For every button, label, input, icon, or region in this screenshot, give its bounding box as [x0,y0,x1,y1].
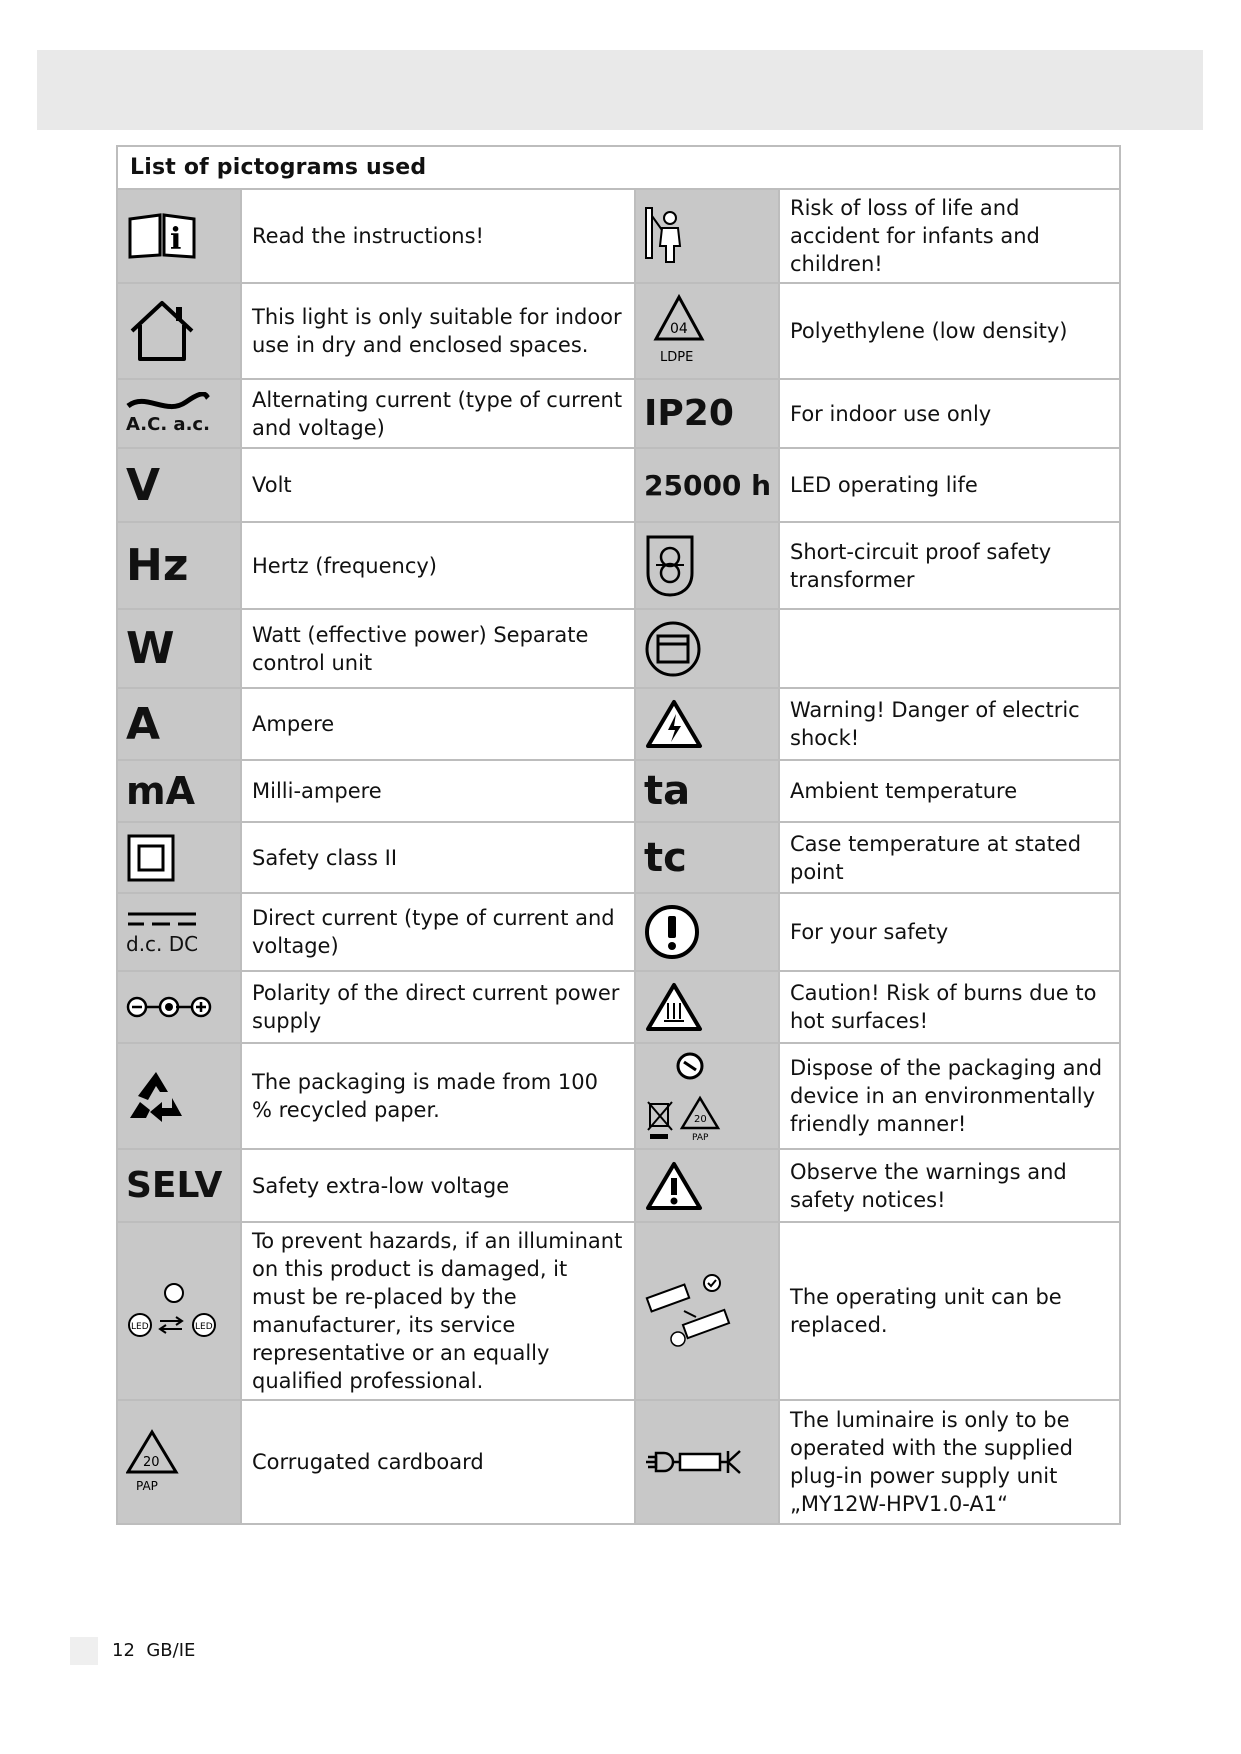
case-temperature-label: tc [644,834,687,881]
header-band [37,50,1203,130]
pictogram-table [116,145,1121,1525]
table-row [117,189,1120,283]
ac-symbol-label: A.C. a.c. [126,414,210,435]
table-row [117,379,1120,448]
footer-marker [70,1637,98,1665]
polarity-icon [117,971,241,1043]
volt-symbol: V [126,459,161,511]
led-label: LED [131,1322,149,1332]
milliampere-icon [117,760,241,822]
recycle-label: LDPE [660,350,694,365]
recycle-label: PAP [692,1133,709,1142]
pictogram-description: The operating unit can be replaced. [779,1222,1120,1400]
dispose-environment-icon [635,1043,779,1149]
recycle-number: 20 [143,1455,160,1470]
svg-text:i: i [170,222,182,257]
pictogram-description: The packaging is made from 100 % recycled paper. [241,1043,635,1149]
table-row [117,1043,1120,1149]
watt-symbol: W [126,623,175,674]
dc-symbol-label: d.c. DC [126,932,199,956]
safety-exclamation-icon [635,893,779,971]
direct-current-icon [117,893,241,971]
milliampere-symbol: mA [126,769,196,813]
pictogram-description: Safety extra-low voltage [241,1149,635,1222]
table-row [117,283,1120,379]
pictogram-description: Milli-ampere [241,760,635,822]
pictogram-description: Risk of loss of life and accident for infants and children! [779,189,1120,283]
pictogram-description: LED operating life [779,448,1120,522]
table-row [117,522,1120,609]
plug-in-power-supply-icon [635,1400,779,1524]
operating-life-label: 25000 h [644,468,772,502]
pictogram-description: Case temperature at stated point [779,822,1120,893]
page-language: GB/IE [146,1640,196,1661]
child-danger-icon [635,189,779,283]
hertz-icon [117,522,241,609]
pictogram-description [779,609,1120,688]
pictogram-description: Volt [241,448,635,522]
selv-icon [117,1149,241,1222]
pictogram-description: Short-circuit proof safety transformer [779,522,1120,609]
pictogram-description: Alternating current (type of current and voltage) [241,379,635,448]
led-label: LED [195,1322,213,1332]
pictogram-description: For indoor use only [779,379,1120,448]
pictogram-description: To prevent hazards, if an illuminant on this product is damaged, it must be re-placed by the manufacturer, its service representative or an equally qualified professional. [241,1222,635,1400]
pictogram-description: Polarity of the direct current power supply [241,971,635,1043]
pictogram-description: Dispose of the packaging and device in an environmentally friendly manner! [779,1043,1120,1149]
electric-shock-warning-icon [635,688,779,760]
watt-icon [117,609,241,688]
pictogram-description: Caution! Risk of burns due to hot surfaces! [779,971,1120,1043]
ambient-temperature-icon [635,760,779,822]
pictogram-description: Observe the warnings and safety notices! [779,1149,1120,1222]
ampere-icon [117,688,241,760]
table-row [117,448,1120,522]
volt-icon [117,448,241,522]
recycle-ldpe-icon [635,283,779,379]
pictogram-description: This light is only suitable for indoor use in dry and enclosed spaces. [241,283,635,379]
pictogram-description: The luminaire is only to be operated with the supplied plug-in power supply unit „MY12W-HPV1.0-A1“ [779,1400,1120,1524]
hertz-symbol: Hz [126,540,189,591]
pictogram-description: Ampere [241,688,635,760]
recycled-paper-icon [117,1043,241,1149]
table-row [117,893,1120,971]
table-row [117,1149,1120,1222]
page-number: 12 [112,1640,135,1661]
pictogram-description: For your safety [779,893,1120,971]
replaceable-unit-icon [635,1222,779,1400]
hot-surface-warning-icon [635,971,779,1043]
ampere-symbol: A [126,698,161,750]
page-footer [112,1640,195,1661]
short-circuit-transformer-icon [635,522,779,609]
safety-class-ii-icon [117,822,241,893]
house-icon [117,283,241,379]
pictogram-description: Watt (effective power) Separate control unit [241,609,635,688]
case-temperature-icon [635,822,779,893]
read-instructions-icon [117,189,241,283]
general-warning-icon [635,1149,779,1222]
recycle-label: PAP [136,1479,158,1493]
recycle-number: 20 [694,1114,707,1125]
ip20-label: IP20 [644,393,734,434]
pictogram-description: Hertz (frequency) [241,522,635,609]
table-row [117,1222,1120,1400]
table-row [117,1400,1120,1524]
recycle-number: 04 [670,321,688,337]
table-title: List of pictograms used [117,146,1120,189]
pictogram-description: Ambient temperature [779,760,1120,822]
table-row [117,971,1120,1043]
pictogram-description: Safety class II [241,822,635,893]
ip20-icon [635,379,779,448]
ambient-temperature-label: ta [644,768,691,814]
selv-symbol: SELV [126,1165,223,1206]
table-row [117,688,1120,760]
separate-control-unit-icon [635,609,779,688]
operating-life-icon [635,448,779,522]
pictogram-description: Polyethylene (low density) [779,283,1120,379]
pictogram-description: Warning! Danger of electric shock! [779,688,1120,760]
table-row [117,760,1120,822]
table-row [117,822,1120,893]
alternating-current-icon [117,379,241,448]
replace-illuminant-icon [117,1222,241,1400]
pictogram-description: Direct current (type of current and voltage) [241,893,635,971]
pictogram-description: Corrugated cardboard [241,1400,635,1524]
pictogram-description: Read the instructions! [241,189,635,283]
corrugated-cardboard-icon [117,1400,241,1524]
table-row [117,609,1120,688]
